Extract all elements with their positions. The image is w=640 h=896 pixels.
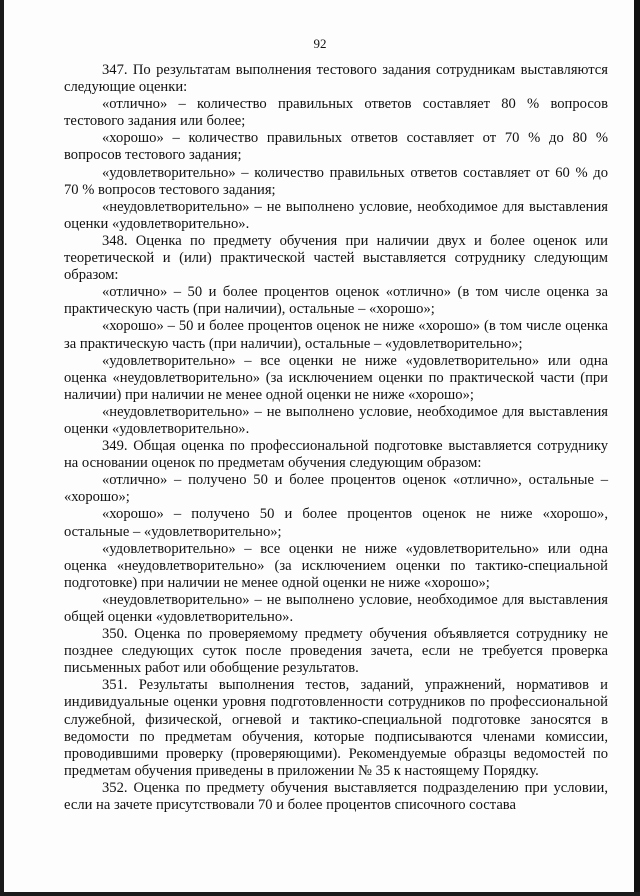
scan-edge-left (0, 0, 4, 896)
paragraph-347-excellent: «отлично» – количество правильных ответов составляет 80 % вопросов тестового задания или более; (64, 96, 608, 130)
paragraph-347-good: «хорошо» – количество правильных ответов составляет от 70 % до 80 % вопросов тестового задания; (64, 130, 608, 164)
paragraph-349-excellent: «отлично» – получено 50 и более процентов оценок «отлично», остальные – «хорошо»; (64, 472, 608, 506)
paragraph-348-excellent: «отлично» – 50 и более процентов оценок «отлично» (в том числе оценка за практическую часть (при наличии), остальные – «хорошо»; (64, 284, 608, 318)
page-number: 92 (313, 36, 327, 51)
document-body (64, 62, 608, 814)
paragraph-350: 350. Оценка по проверяемому предмету обучения объявляется сотруднику не позднее следующих суток после проведения зачета, если не требуется проверка письменных работ или обобщение результатов. (64, 626, 608, 677)
paragraph-348-satisfactory: «удовлетворительно» – все оценки не ниже «удовлетворительно» или одна оценка «неудовлетворительно» (за исключением оценки по практической части (при наличии) при наличии не менее одной оценки не ниже «хорошо»; (64, 352, 608, 403)
paragraph-351: 351. Результаты выполнения тестов, заданий, упражнений, нормативов и индивидуальные оценки уровня подготовленности сотрудников по профессиональной служебной, физической, огневой и тактико-специальной подготовке заносятся в ведомости по предметам обучения, которые подписываются членами комиссии, проводившими проверку (проверяющими). Рекомендуемые образцы ведомостей по предметам обучения приведены в приложении № 35 к настоящему Порядку. (64, 677, 608, 779)
paragraph-349: 349. Общая оценка по профессиональной подготовке выставляется сотруднику на основании оценок по предметам обучения следующим образом: (64, 438, 608, 472)
scan-edge-right (634, 0, 640, 896)
paragraph-349-good: «хорошо» – получено 50 и более процентов оценок не ниже «хорошо», остальные – «удовлетворительно»; (64, 506, 608, 540)
paragraph-348-unsatisfactory: «неудовлетворительно» – не выполнено условие, необходимое для выставления оценки «удовлетворительно». (64, 403, 608, 437)
paragraph-347: 347. По результатам выполнения тестового задания сотрудникам выставляются следующие оценки: (64, 62, 608, 96)
paragraph-352: 352. Оценка по предмету обучения выставляется подразделению при условии, если на зачете присутствовали 70 и более процентов списочного состава (64, 779, 608, 814)
scan-edge-bottom (0, 892, 640, 896)
paragraph-347-unsatisfactory: «неудовлетворительно» – не выполнено условие, необходимое для выставления оценки «удовлетворительно». (64, 198, 608, 232)
paragraph-349-unsatisfactory: «неудовлетворительно» – не выполнено условие, необходимое для выставления общей оценки «удовлетворительно». (64, 591, 608, 625)
paragraph-347-satisfactory: «удовлетворительно» – количество правильных ответов составляет от 60 % до 70 % вопросов тестового задания; (64, 164, 608, 198)
paragraph-348-good: «хорошо» – 50 и более процентов оценок не ниже «хорошо» (в том числе оценка за практическую часть (при наличии), остальные – «удовлетворительно»; (64, 318, 608, 352)
paragraph-349-satisfactory: «удовлетворительно» – все оценки не ниже «удовлетворительно» или одна оценка «неудовлетворительно» (за исключением оценки по тактико-специальной подготовке) при наличии не менее одной оценки не ниже «хорошо»; (64, 540, 608, 591)
paragraph-348: 348. Оценка по предмету обучения при наличии двух и более оценок или теоретической и (или) практической частей выставляется сотруднику следующим образом: (64, 232, 608, 284)
